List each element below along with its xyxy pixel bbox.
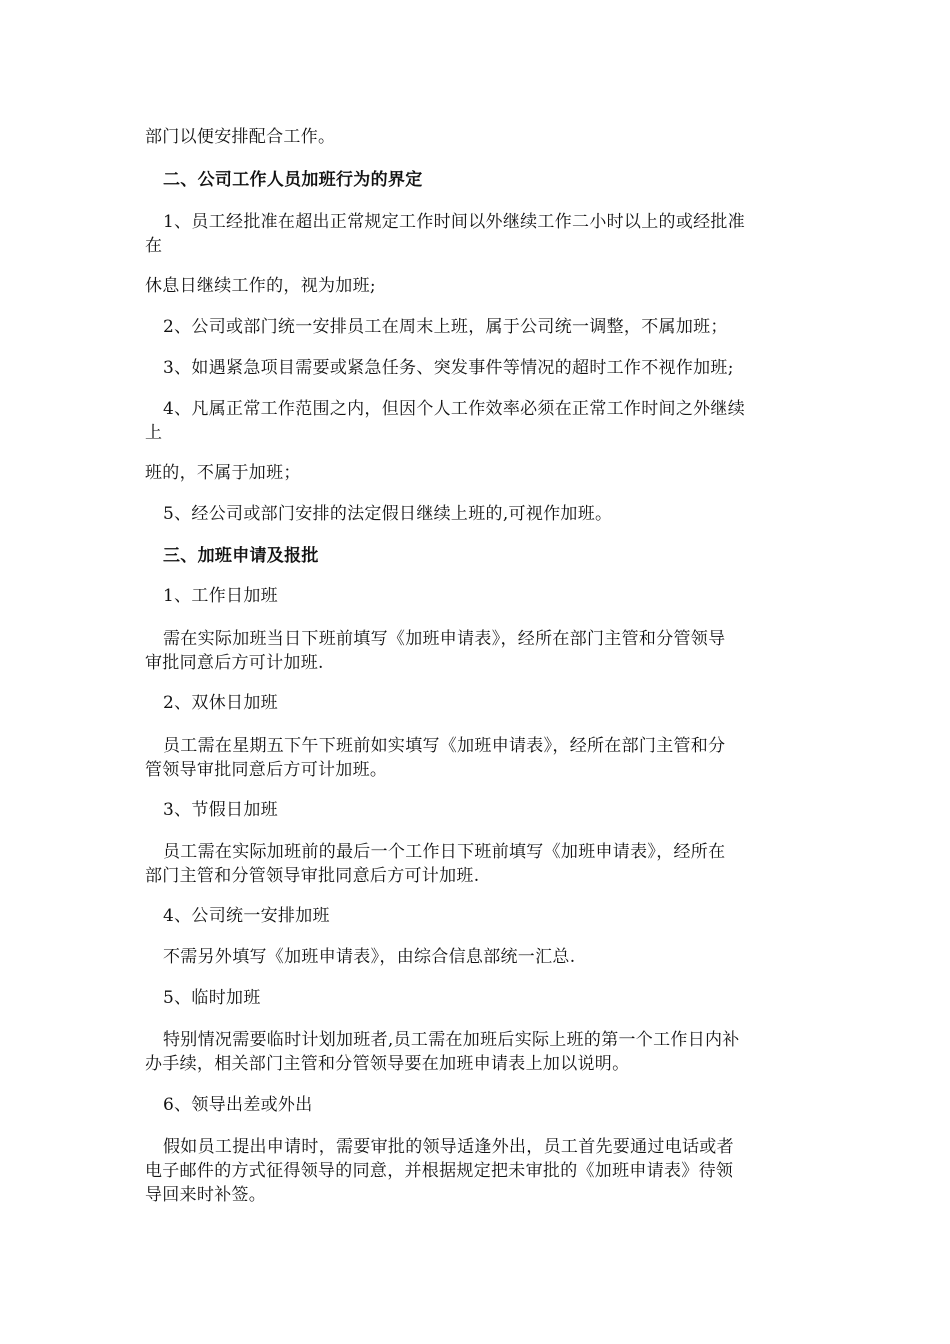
subheading: 1、工作日加班 [163,586,278,606]
paragraph-line: 上 [145,423,163,443]
section-heading: 三、加班申请及报批 [163,546,319,566]
paragraph-line: 3、如遇紧急项目需要或紧急任务、突发事件等情况的超时工作不视作加班; [163,358,734,378]
subheading: 2、双休日加班 [163,693,278,713]
paragraph-line: 休息日继续工作的，视为加班; [145,276,376,296]
paragraph-line: 不需另外填写《加班申请表》，由综合信息部统一汇总. [163,947,576,967]
subheading: 5、临时加班 [163,988,261,1008]
paragraph-line: 导回来时补签。 [145,1185,267,1205]
paragraph-line: 2、公司或部门统一安排员工在周末上班，属于公司统一调整，不属加班； [163,317,728,337]
paragraph-line: 审批同意后方可计加班. [145,653,324,673]
paragraph-line: 员工需在实际加班前的最后一个工作日下班前填写《加班申请表》，经所在 [163,842,726,862]
subheading: 6、领导出差或外出 [163,1095,313,1115]
paragraph-line: 1、员工经批准在超出正常规定工作时间以外继续工作二小时以上的或经批准 [163,212,746,232]
paragraph-line: 班的，不属于加班； [145,463,301,483]
paragraph-line: 办手续，相关部门主管和分管领导要在加班申请表上加以说明。 [145,1054,630,1074]
paragraph-line: 需在实际加班当日下班前填写《加班申请表》，经所在部门主管和分管领导 [163,629,726,649]
paragraph-line: 部门以便安排配合工作。 [145,127,336,147]
paragraph-line: 特别情况需要临时计划加班者,员工需在加班后实际上班的第一个工作日内补 [163,1030,740,1050]
paragraph-line: 假如员工提出申请时，需要审批的领导适逢外出，员工首先要通过电话或者 [163,1137,734,1157]
section-heading: 二、公司工作人员加班行为的界定 [163,170,423,190]
paragraph-line: 管领导审批同意后方可计加班。 [145,760,388,780]
paragraph-line: 在 [145,236,163,256]
subheading: 4、公司统一安排加班 [163,906,330,926]
paragraph-line: 电子邮件的方式征得领导的同意，并根据规定把未审批的《加班申请表》待领 [145,1161,734,1181]
subheading: 3、节假日加班 [163,800,278,820]
paragraph-line: 4、凡属正常工作范围之内，但因个人工作效率必须在正常工作时间之外继续 [163,399,746,419]
paragraph-line: 部门主管和分管领导审批同意后方可计加班. [145,866,480,886]
paragraph-line: 5、经公司或部门安排的法定假日继续上班的,可视作加班。 [163,504,613,524]
paragraph-line: 员工需在星期五下午下班前如实填写《加班申请表》，经所在部门主管和分 [163,736,726,756]
